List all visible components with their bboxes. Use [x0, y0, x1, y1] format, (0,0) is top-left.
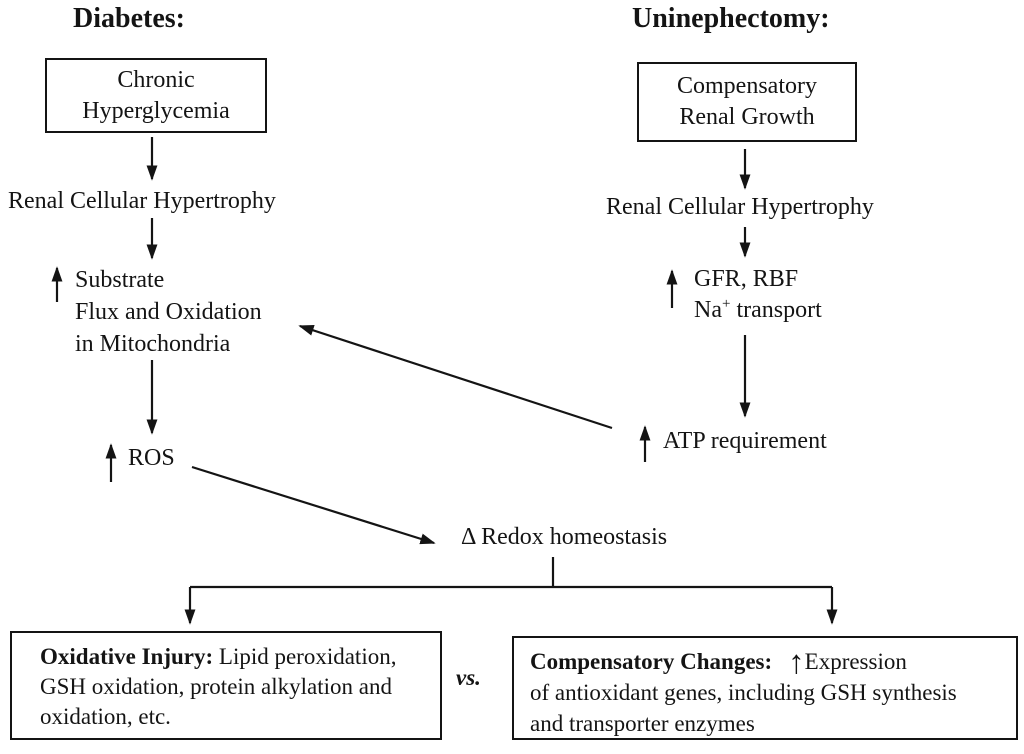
- substrate-line2: Flux and Oxidation: [75, 299, 262, 325]
- label-versus: vs.: [456, 665, 481, 690]
- compensatory-line1: [530, 645, 1006, 681]
- chronic-hyperglycemia-box: [45, 58, 267, 133]
- gfr-line2-base: Na: [694, 297, 722, 323]
- label-gfr-rbf: [694, 264, 822, 326]
- renal-growth-line1: Compensatory: [677, 73, 817, 99]
- oxidative-line2: GSH oxidation, protein alkylation and: [40, 674, 392, 699]
- substrate-line1: Substrate: [75, 267, 165, 293]
- oxidative-line1: [40, 642, 430, 672]
- label-atp-requirement: ATP requirement: [663, 428, 827, 454]
- label-ros: ROS: [128, 445, 175, 471]
- substrate-line3: in Mitochondria: [75, 331, 231, 357]
- compensatory-line3: and transporter enzymes: [530, 711, 755, 736]
- label-redox-homeostasis: Δ Redox homeostasis: [461, 524, 668, 550]
- renal-growth-line2: Renal Growth: [679, 104, 815, 130]
- heading-uninephectomy: Uninephectomy:: [632, 3, 830, 34]
- label-renal-hypertrophy-left: Renal Cellular Hypertrophy: [8, 188, 276, 214]
- oxidative-title: Oxidative Injury:: [40, 644, 214, 669]
- gfr-line1: GFR, RBF: [694, 266, 799, 292]
- oxidative-line3: oxidation, etc.: [40, 704, 171, 729]
- heading-diabetes: Diabetes:: [73, 3, 185, 34]
- up-arrow-icon: ↑: [788, 645, 805, 681]
- arrow-ros-to-redox-icon: [192, 467, 434, 543]
- label-renal-hypertrophy-right: Renal Cellular Hypertrophy: [606, 194, 874, 220]
- compensatory-title: Compensatory Changes:: [530, 649, 773, 674]
- sodium-plus-superscript: +: [721, 296, 731, 312]
- compensatory-renal-growth-box: [637, 62, 857, 142]
- oxidative-injury-box: [10, 631, 442, 740]
- label-substrate-flux: [75, 264, 262, 360]
- gfr-line2-rest: transport: [730, 297, 822, 323]
- arrow-atp-to-substrate-icon: [300, 326, 612, 428]
- chronic-hyperglycemia-line2: Hyperglycemia: [82, 97, 230, 124]
- gfr-line2: [694, 295, 822, 326]
- chronic-hyperglycemia-line1: Chronic: [117, 66, 195, 93]
- compensatory-line2: of antioxidant genes, including GSH synthesis: [530, 680, 957, 705]
- oxidative-line1-rest: Lipid peroxidation,: [213, 644, 397, 669]
- compensatory-changes-box: [512, 636, 1018, 740]
- compensatory-line1-rest: Expression: [804, 649, 907, 674]
